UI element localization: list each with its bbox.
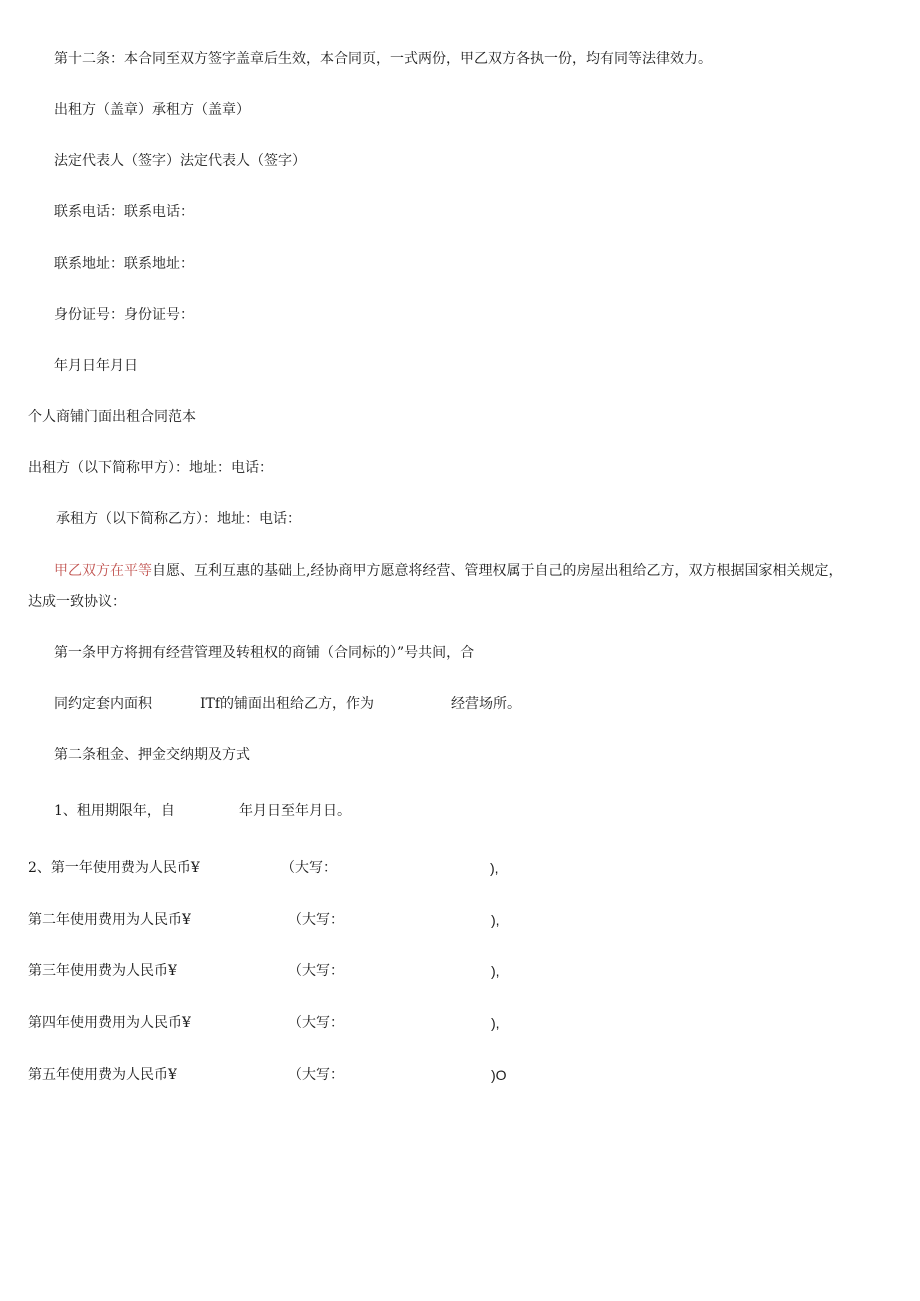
area-label: 同约定套内面积 [54,696,152,712]
phone-line: 联系电话：联系电话： [54,204,194,220]
fee-daxie: （大写： [288,1067,344,1083]
lessee-line: 承租方（以下简称乙方）：地址：电话： [56,511,301,527]
fee-label: 第三年使用费为人民币¥ [28,963,177,979]
fee-row [28,1065,548,1085]
seal-line: 出租方（盖章）承租方（盖章） [54,102,250,118]
fee-daxie: （大写： [288,963,344,979]
area-unit: ITf的铺面出租给乙方，作为 [200,696,375,712]
term-label: 1、租用期限年，自 [54,803,175,819]
fee-label: 第四年使用费用为人民币¥ [28,1015,191,1031]
fee-daxie: （大写： [288,912,344,928]
article-12: 第十二条：本合同至双方签字盖章后生效，本合同页，一式两份，甲乙双方各执一份，均有同等法律效力。 [54,51,712,67]
fee-label: 第二年使用费用为人民币¥ [28,912,191,928]
intro-continuation: 达成一致协议： [28,594,126,610]
fee-daxie: （大写： [281,860,337,876]
legal-rep-line: 法定代表人（签字）法定代表人（签字） [54,153,306,169]
fee-row [28,858,548,878]
intro-highlight: 甲乙双方在平等 [54,563,152,579]
fee-row [28,910,548,930]
fee-label: 2、第一年使用费为人民币¥ [28,860,200,876]
fee-row [28,961,548,981]
fee-daxie: （大写： [288,1015,344,1031]
lease-term-line [54,801,454,821]
date-line: 年月日年月日 [54,358,138,374]
address-line: 联系地址：联系地址： [54,256,194,272]
intro-text: 自愿、互利互惠的基础上,经协商甲方愿意将经营、管理权属于自己的房屋出租给乙方，双方根据国家相关规定， [152,563,843,579]
fee-row [28,1013,548,1033]
fee-close: ), [491,1015,500,1031]
document-title: 个人商铺门面出租合同范本 [28,409,196,425]
fee-close: )O [491,1067,507,1083]
lessor-line: 出租方（以下简称甲方）：地址：电话： [28,460,273,476]
article-2-heading: 第二条租金、押金交纳期及方式 [54,747,250,763]
fee-close: ), [491,963,500,979]
fee-close: ), [491,912,500,928]
fee-close: ), [490,860,499,876]
article-1-line-2 [54,694,614,714]
intro-paragraph [54,561,842,581]
term-dates: 年月日至年月日。 [239,803,351,819]
fee-label: 第五年使用费为人民币¥ [28,1067,177,1083]
id-number-line: 身份证号：身份证号： [54,307,194,323]
article-1-line-1: 第一条甲方将拥有经营管理及转租权的商铺（合同标的）”号共间，合 [54,645,475,661]
usage-label: 经营场所。 [451,696,521,712]
